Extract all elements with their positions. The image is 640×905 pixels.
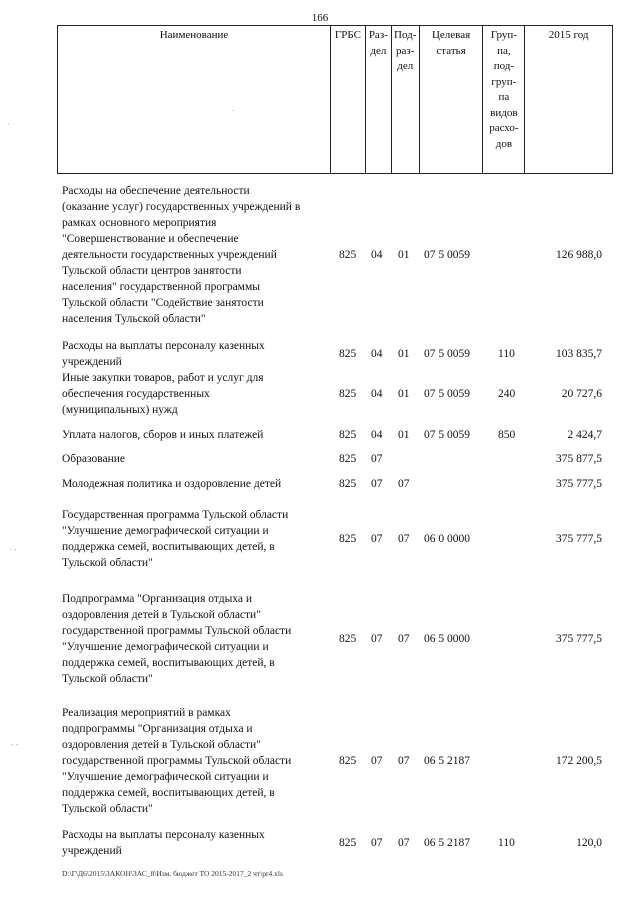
row-name-line: учреждений (62, 845, 122, 857)
header-gruppa-line: Груп- (490, 29, 517, 41)
row-name-line: поддержка семей, воспитывающих детей, в (62, 657, 275, 669)
cell-podrazdel: 07 (398, 837, 410, 849)
header-name: Наименование (159, 29, 229, 41)
cell-podrazdel: 01 (398, 249, 410, 261)
cell-grbs: 825 (339, 249, 357, 261)
file-path-footer: D:\Г\Д6\2015\ЗАКОН\ЗАС_8\Изм. бюджет ТО 2015-2017_2 чт\pr4.xls (62, 869, 283, 878)
cell-grbs: 825 (339, 388, 357, 400)
header-gruppa-line: дов (495, 137, 513, 150)
row-name-line: населения Тульской области" (62, 313, 206, 325)
row-name-line: Тульской области "Содействие занятости (62, 297, 264, 309)
row-name-line: Тульской области" (62, 803, 153, 815)
row-name-line: оздоровления детей в Тульской области" (62, 609, 261, 621)
cell-amount: 120,0 (576, 837, 602, 849)
cell-celevaya: 07 5 0059 (424, 388, 470, 400)
cell-razdel: 04 (371, 348, 383, 360)
table-header (57, 25, 613, 174)
row-name-line: государственной программы Тульской области (62, 625, 292, 637)
cell-celevaya: 07 5 0059 (424, 249, 470, 261)
row-name-line: поддержка семей, воспитывающих детей, в (62, 541, 275, 553)
cell-amount: 103 835,7 (556, 348, 602, 360)
row-name-line: Расходы на обеспечение деятельности (62, 185, 250, 197)
cell-podrazdel: 01 (398, 348, 410, 360)
row-name (62, 591, 328, 687)
header-celevaya-line: Целевая (431, 29, 471, 41)
row-name (62, 705, 328, 817)
cell-grbs: 825 (339, 755, 357, 767)
cell-celevaya: 07 5 0059 (424, 429, 470, 441)
header-podrazdel-line: раз- (396, 44, 415, 57)
row-name-line: населения" государственной программы (62, 281, 260, 293)
scan-mark: · (7, 120, 10, 129)
row-name-line: "Улучшение демографической ситуации и (62, 771, 269, 783)
cell-celevaya: 06 0 0000 (424, 533, 470, 545)
cell-razdel: 04 (371, 388, 383, 400)
cell-amount: 375 777,5 (556, 633, 602, 645)
row-name-line: Расходы на выплаты персоналу казенных (62, 829, 265, 841)
row-name-line: Реализация мероприятий в рамках (62, 707, 231, 719)
cell-celevaya: 06 5 2187 (424, 755, 470, 767)
cell-gruppa: 110 (498, 837, 515, 849)
row-name-line: Иные закупки товаров, работ и услуг для (62, 372, 264, 384)
row-name-line: "Улучшение демографической ситуации и (62, 641, 269, 653)
cell-razdel: 07 (371, 837, 383, 849)
row-name-line: государственной программы Тульской области (62, 755, 292, 767)
cell-podrazdel: 07 (398, 755, 410, 767)
cell-grbs: 825 (339, 453, 357, 465)
row-name (62, 370, 328, 418)
row-name (62, 338, 328, 370)
cell-amount: 126 988,0 (556, 249, 602, 261)
cell-amount: 375 777,5 (556, 478, 602, 490)
header-gruppa (482, 26, 524, 173)
header-celevaya-line: статья (436, 44, 466, 57)
cell-amount: 375 777,5 (556, 533, 602, 545)
row-name-line: Образование (62, 453, 126, 465)
scan-mark: . (232, 104, 234, 113)
row-name-line: Подпрограмма "Организация отдыха и (62, 593, 253, 605)
row-name (62, 507, 328, 571)
row-name (62, 827, 328, 859)
row-name-line: рамках основного мероприятия (62, 217, 217, 229)
header-gruppa-line: под- (493, 60, 515, 72)
row-name-line: деятельности государственных учреждений (62, 249, 277, 261)
row-name-line: (оказание услуг) государственных учреждений в (62, 201, 301, 213)
row-name-line: Государственная программа Тульской области (62, 509, 289, 521)
row-name-line: Тульской области центров занятости (62, 265, 242, 277)
cell-amount: 20 727,6 (561, 388, 602, 400)
header-grbs: ГРБС (330, 26, 365, 173)
row-name-line: подпрограммы "Организация отдыха и (62, 723, 253, 735)
header-gruppa-line: груп- (491, 75, 517, 88)
cell-podrazdel: 07 (398, 633, 410, 645)
cell-podrazdel: 07 (398, 478, 410, 490)
cell-podrazdel: 07 (398, 533, 410, 545)
cell-grbs: 825 (339, 429, 357, 441)
row-name (62, 476, 328, 492)
header-razdel-line: дел (370, 44, 387, 57)
cell-podrazdel: 01 (398, 429, 410, 441)
cell-podrazdel: 01 (398, 388, 410, 400)
header-year: 2015 год (524, 26, 612, 173)
row-name (62, 183, 328, 327)
row-name-line: поддержка семей, воспитывающих детей, в (62, 787, 275, 799)
header-gruppa-line: видов (490, 106, 518, 119)
row-name-line: Уплата налогов, сборов и иных платежей (62, 429, 264, 441)
row-name (62, 451, 328, 467)
cell-amount: 2 424,7 (567, 429, 602, 441)
row-name-line: оздоровления детей в Тульской области" (62, 739, 261, 751)
cell-razdel: 07 (371, 478, 383, 490)
row-name (62, 427, 328, 443)
cell-razdel: 07 (371, 633, 383, 645)
cell-amount: 375 877,5 (556, 453, 602, 465)
cell-gruppa: 850 (498, 429, 516, 441)
header-podrazdel-line: Под- (394, 29, 417, 41)
cell-grbs: 825 (339, 348, 357, 360)
scan-mark: - - (11, 740, 19, 749)
cell-celevaya: 07 5 0059 (424, 348, 470, 360)
cell-razdel: 04 (371, 249, 383, 261)
row-name-line: "Совершенствование и обеспечение (62, 233, 239, 245)
cell-razdel: 07 (371, 755, 383, 767)
cell-amount: 172 200,5 (556, 755, 602, 767)
cell-razdel: 07 (371, 533, 383, 545)
row-name-line: (муниципальных) нужд (62, 404, 178, 416)
cell-grbs: 825 (339, 633, 357, 645)
row-name-line: Тульской области" (62, 673, 153, 685)
header-podrazdel-line: дел (397, 60, 414, 72)
page-number: 166 (311, 12, 329, 24)
cell-grbs: 825 (339, 533, 357, 545)
cell-grbs: 825 (339, 837, 357, 849)
cell-celevaya: 06 5 2187 (424, 837, 470, 849)
header-gruppa-line: па, (497, 44, 511, 57)
cell-celevaya: 06 5 0000 (424, 633, 470, 645)
header-razdel (365, 26, 391, 173)
header-celevaya (419, 26, 483, 173)
cell-gruppa: 110 (498, 348, 515, 360)
header-gruppa-line: па (498, 91, 510, 103)
cell-razdel: 04 (371, 429, 383, 441)
row-name-line: "Улучшение демографической ситуации и (62, 525, 269, 537)
cell-grbs: 825 (339, 478, 357, 490)
header-gruppa-line: расхо- (489, 122, 519, 134)
row-name-line: Расходы на выплаты персоналу казенных (62, 340, 265, 352)
cell-gruppa: 240 (498, 388, 516, 400)
cell-razdel: 07 (371, 453, 383, 465)
row-name-line: обеспечения государственных (62, 388, 210, 400)
scan-mark: · - (9, 545, 17, 554)
row-name-line: Молодежная политика и оздоровление детей (62, 478, 282, 490)
row-name-line: учреждений (62, 356, 122, 368)
row-name-line: Тульской области" (62, 557, 153, 569)
header-podrazdel (391, 26, 419, 173)
header-razdel-line: Раз- (368, 29, 388, 41)
